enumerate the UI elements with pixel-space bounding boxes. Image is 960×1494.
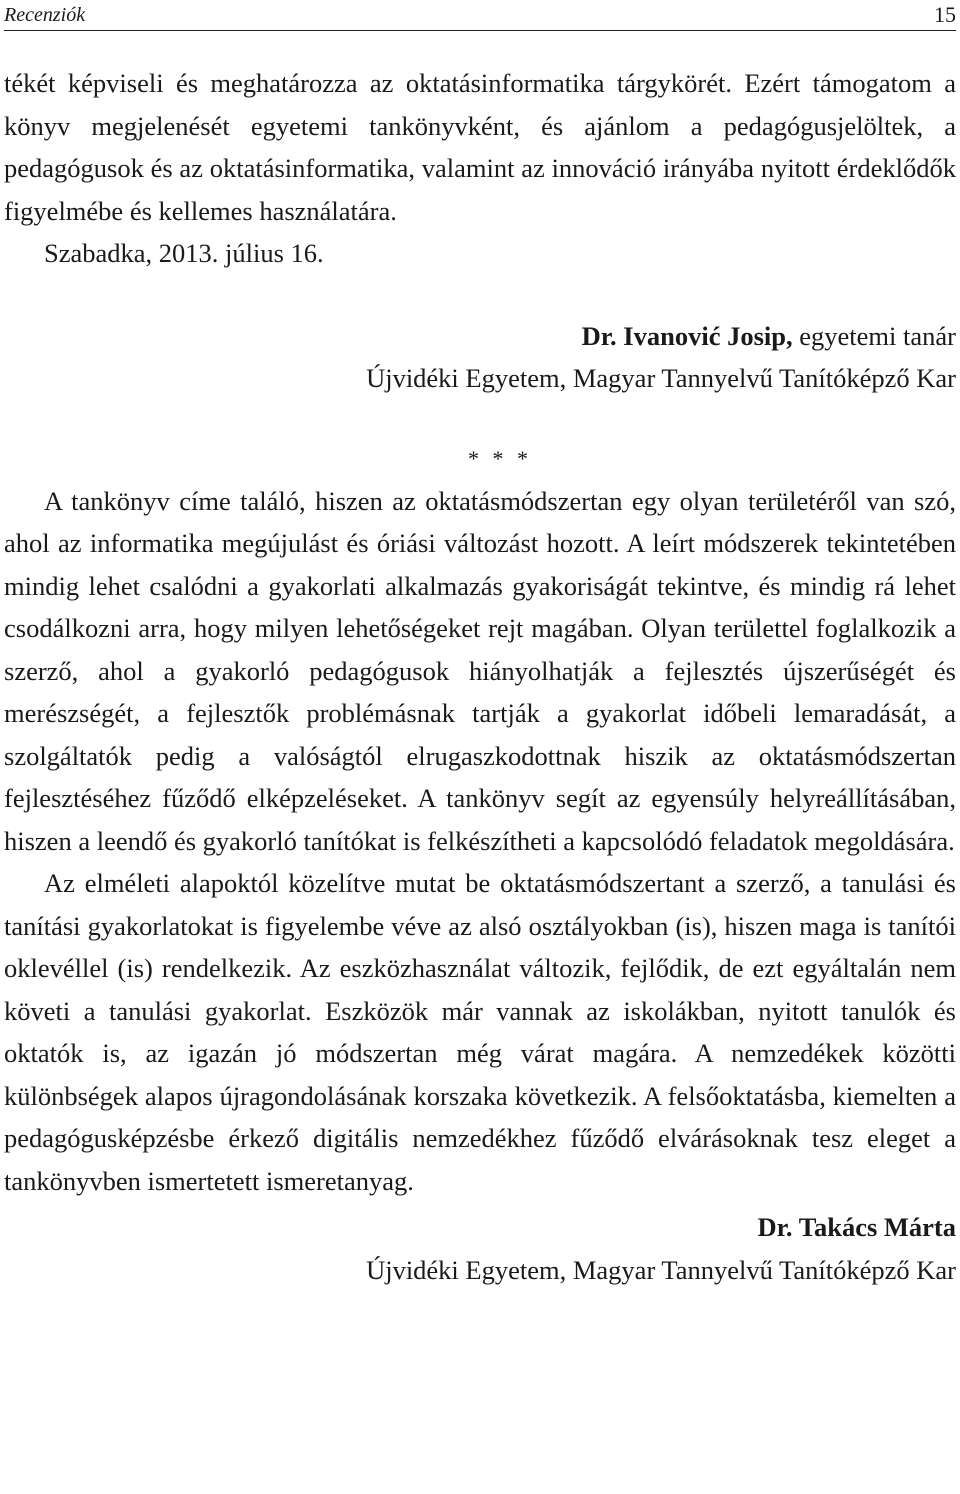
section-title: Recenziók — [4, 4, 86, 26]
page-body — [4, 62, 956, 1291]
review1-place-date: Szabadka, 2013. július 16. — [44, 238, 324, 268]
review1-author-name: Dr. Ivanović Josip, — [581, 320, 793, 351]
review1-affiliation: Újvidéki Egyetem, Magyar Tannyelvű Tanítóképző Kar — [366, 363, 956, 393]
review2-paragraph-2: Az elméleti alapoktól közelítve mutat be oktatásmódszertant a szerző, a tanulási és tanítási gyakorlatokat is figyelembe véve az alsó osztályokban (is), hiszen maga is tanítói oklevéllel (is) rendelkezik. Az eszközhasználat változik, fejlődik, de ezt egyáltalán nem követi a tanulási gyakorlat. Eszközök már vannak az iskolákban, nyitott tanulók és oktatók is, az igazán jó módszertan még várat magára. A nemzedékek közötti különbségek alapos újragondolásának korszaka következik. A felsőoktatásba, kiemelten a pedagógusképzésbe érkező digitális nemzedékhez fűződő elvárásoknak tesz eleget a tankönyvben ismertetett ismeretanyag. — [4, 868, 956, 1196]
review1-author-title: egyetemi tanár — [792, 320, 956, 351]
running-header — [4, 0, 956, 31]
review2-author-name: Dr. Takács Márta — [757, 1212, 956, 1242]
review1-closing-paragraph: tékét képviseli és meghatározza az oktatásinformatika tárgykörét. Ezért támogatom a könyv megjelenését egyetemi tankönyvként, és ajánlom a pedagógusjelöltek, a pedagógusok és az oktatásinformatika, valamint az innováció irányába nyitott érdeklődők figyelmébe és kellemes használatára. — [4, 68, 956, 226]
page-number: 15 — [934, 2, 956, 27]
review1-signature — [4, 315, 956, 358]
review2-paragraph-1: A tankönyv címe találó, hiszen az oktatásmódszertan egy olyan területéről van szó, ahol az informatika megújulást és óriási változást hozott. A leírt módszerek tekintetében mindig lehet csalódni a gyakorlati alkalmazás gyakoriságát tekintve, és mindig rá lehet csodálkozni arra, hogy milyen lehetőségeket rejt magában. Olyan területtel foglalkozik a szerző, ahol a gyakorló pedagógusok hiányolhatják a fejlesztés újszerűségét és merészségét, a fejlesztők problémásnak tartják a gyakorlat időbeli lemaradását, a szolgáltatók pedig a valóságtól elrugaszkodottnak hiszik az oktatásmódszertan fejlesztéséhez fűződő elképzeléseket. A tankönyv segít az egyensúly helyreállításában, hiszen a leendő és gyakorló tanítókat is felkészítheti a kapcsolódó feladatok megoldására. — [4, 485, 956, 856]
section-separator: * * * — [468, 445, 532, 471]
review2-affiliation: Újvidéki Egyetem, Magyar Tannyelvű Tanítóképző Kar — [366, 1254, 956, 1285]
